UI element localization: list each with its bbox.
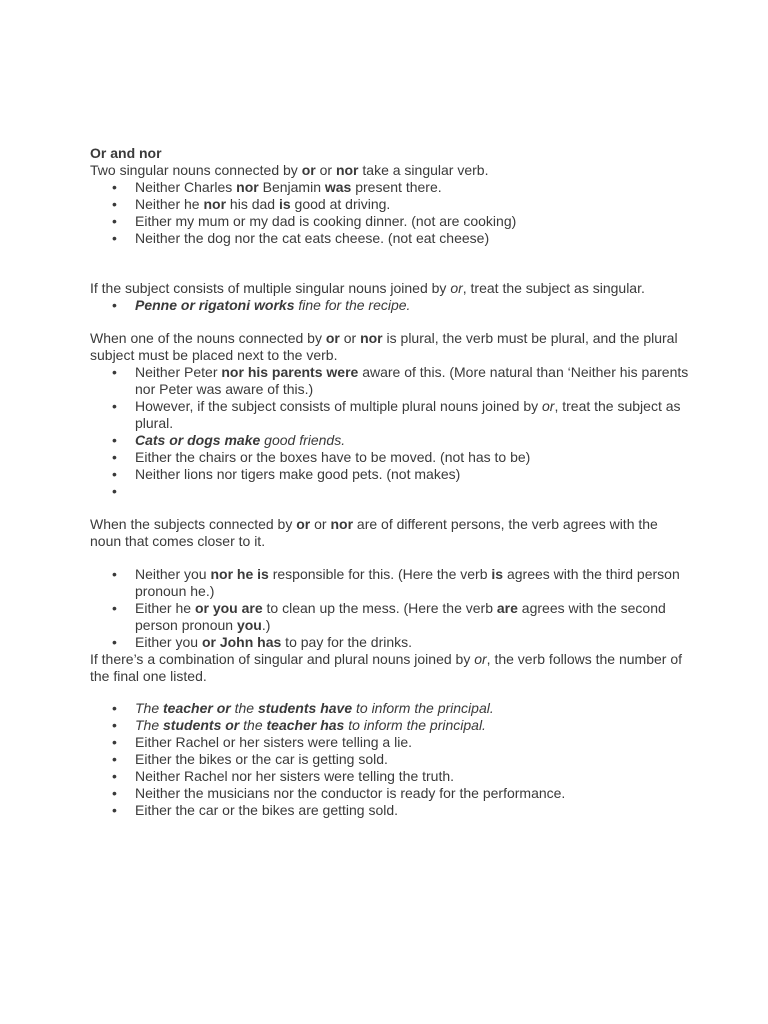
list-item: • Either Rachel or her sisters were telling a lie.: [112, 734, 413, 750]
spacer: [90, 550, 690, 566]
list-item: • Neither the musicians nor the conductor is ready for the performance.: [112, 785, 566, 801]
bullet: •: [112, 364, 117, 380]
bullet: •: [112, 751, 117, 767]
bullet: •: [112, 768, 117, 784]
plural-examples-list: [90, 364, 690, 500]
section-heading: Or and nor: [90, 145, 162, 161]
list-item: • Neither Peter nor his parents were aware of this. (More natural than ‘Neither his parents nor Peter was aware of this.): [112, 364, 689, 397]
list-item: • Neither he nor his dad is good at driving.: [112, 196, 391, 212]
bullet: •: [112, 466, 117, 482]
bullet: •: [112, 717, 117, 733]
list-item: • However, if the subject consists of multiple plural nouns joined by or, treat the subject as plural.: [112, 398, 681, 431]
list-item: • Either the chairs or the boxes have to be moved. (not has to be): [112, 449, 531, 465]
document-body: [90, 145, 690, 819]
singular-examples-list: [90, 179, 690, 247]
bullet: •: [112, 398, 117, 414]
bullet: •: [112, 196, 117, 212]
bullet: •: [112, 213, 117, 229]
bullet: •: [112, 230, 117, 246]
different-persons-examples-list: [90, 566, 690, 651]
bullet: •: [112, 566, 117, 582]
bullet: •: [112, 700, 117, 716]
list-item: • Penne or rigatoni works fine for the recipe.: [112, 297, 411, 313]
list-item: • Cats or dogs make good friends.: [112, 432, 346, 448]
rule-different-persons-intro: When the subjects connected by or or nor are of different persons, the verb agrees with the noun that comes closer to it.: [90, 516, 658, 549]
spacer: [90, 500, 690, 516]
bullet: •: [112, 785, 117, 801]
list-item: • Neither the dog nor the cat eats cheese. (not eat cheese): [112, 230, 490, 246]
list-item: • Either the bikes or the car is getting sold.: [112, 751, 388, 767]
list-item: • Either he or you are to clean up the mess. (Here the verb are agrees with the second person pronoun you.): [112, 600, 666, 633]
spacer: [90, 247, 690, 280]
spacer: [90, 314, 690, 330]
list-item: • Neither lions nor tigers make good pets. (not makes): [112, 466, 461, 482]
rule-multiple-singular-intro: If the subject consists of multiple singular nouns joined by or, treat the subject as singular.: [90, 280, 645, 296]
bullet: •: [112, 734, 117, 750]
multiple-singular-examples-list: [90, 297, 690, 314]
rule-plural-noun-intro: When one of the nouns connected by or or nor is plural, the verb must be plural, and the plural subject must be placed next to the verb.: [90, 330, 678, 363]
list-item: • Either my mum or my dad is cooking dinner. (not are cooking): [112, 213, 517, 229]
list-item: • Neither you nor he is responsible for this. (Here the verb is agrees with the third person pronoun he.): [112, 566, 680, 599]
list-item: • The teacher or the students have to inform the principal.: [112, 700, 494, 716]
list-item-empty: [90, 483, 690, 500]
bullet: •: [112, 600, 117, 616]
mixed-nouns-examples-list: [90, 700, 690, 819]
spacer: [90, 685, 690, 700]
bullet: •: [112, 297, 117, 313]
list-item: • Either the car or the bikes are getting sold.: [112, 802, 399, 818]
rule-singular-intro: Two singular nouns connected by or or nor take a singular verb.: [90, 162, 489, 178]
bullet: •: [112, 634, 117, 650]
bullet: •: [112, 802, 117, 818]
bullet: •: [112, 179, 117, 195]
rule-mixed-nouns-intro: If there’s a combination of singular and plural nouns joined by or, the verb follows the number of the final one listed.: [90, 651, 682, 684]
list-item: • Neither Charles nor Benjamin was present there.: [112, 179, 442, 195]
list-item: • Neither Rachel nor her sisters were telling the truth.: [112, 768, 455, 784]
list-item: • The students or the teacher has to inform the principal.: [112, 717, 486, 733]
list-item: • Either you or John has to pay for the drinks.: [112, 634, 413, 650]
bullet: •: [112, 483, 117, 499]
bullet: •: [112, 432, 117, 448]
bullet: •: [112, 449, 117, 465]
